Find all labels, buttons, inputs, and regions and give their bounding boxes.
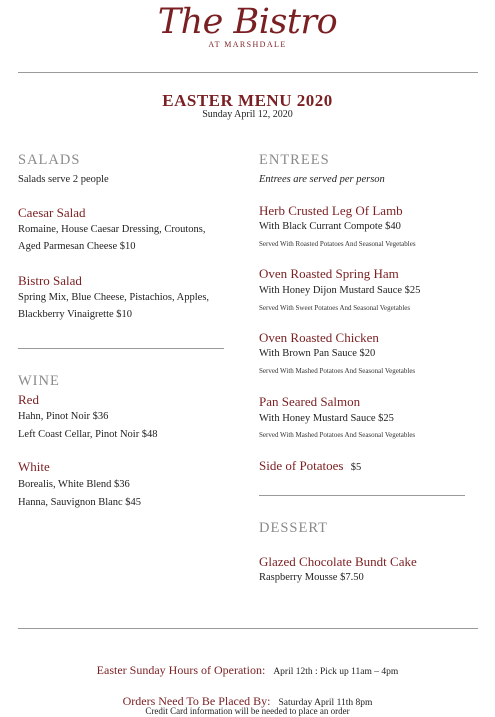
logo-title: The Bistro (157, 2, 338, 42)
entrees-note: Entrees are served per person (259, 174, 385, 185)
wine-line: Left Coast Cellar, Pinot Noir $48 (18, 429, 158, 440)
dessert-item-detail: Raspberry Mousse $7.50 (259, 572, 364, 583)
salad-item-line: Spring Mix, Blue Cheese, Pistachios, Apples, (18, 292, 210, 303)
bottom-divider (18, 628, 478, 629)
wine-group-title: White (18, 459, 50, 474)
entree-item-served: Served With Mashed Potatoes And Seasonal Vegetables (259, 431, 416, 439)
top-divider (18, 72, 478, 73)
entrees-heading: ENTREES (259, 152, 330, 168)
entree-item-detail: With Honey Mustard Sauce $25 (259, 413, 394, 424)
entree-item-title: Pan Seared Salmon (259, 394, 361, 409)
dessert-item-title: Glazed Chocolate Bundt Cake (259, 554, 417, 569)
wine-line: Hanna, Sauvignon Blanc $45 (18, 497, 142, 508)
entree-item-served: Served With Sweet Potatoes And Seasonal Vegetables (259, 304, 411, 312)
salad-item-line: Aged Parmesan Cheese $10 (18, 241, 136, 252)
orders-value: Saturday April 11th 8pm (278, 698, 373, 708)
entree-item-detail: With Brown Pan Sauce $20 (259, 348, 376, 359)
salads-heading: SALADS (18, 152, 81, 168)
logo-subtitle: AT MARSHDALE (208, 40, 287, 49)
salad-item-title: Caesar Salad (18, 205, 86, 220)
wine-heading: WINE (18, 373, 60, 389)
entree-item-title: Oven Roasted Spring Ham (259, 266, 399, 281)
entree-item-detail: With Black Currant Compote $40 (259, 221, 401, 232)
orders-label: Orders Need To Be Placed By: (122, 694, 271, 708)
wine-line: Borealis, White Blend $36 (18, 479, 130, 490)
menu-date: Sunday April 12, 2020 (202, 109, 293, 120)
credit-note: Credit Card information will be needed to place an order (145, 706, 350, 716)
entree-item-title: Oven Roasted Chicken (259, 330, 379, 345)
hours-value: April 12th : Pick up 11am – 4pm (273, 667, 399, 677)
dessert-heading: DESSERT (259, 520, 328, 536)
entree-item-served: Served With Mashed Potatoes And Seasonal Vegetables (259, 367, 416, 375)
salad-item-line: Blackberry Vinaigrette $10 (18, 309, 133, 320)
hours-label: Easter Sunday Hours of Operation: (96, 663, 266, 677)
side-title (259, 458, 361, 474)
entree-item-served: Served With Roasted Potatoes And Seasonal Vegetables (259, 240, 416, 248)
side-price: $5 (350, 462, 362, 473)
entree-item-title: Herb Crusted Leg Of Lamb (259, 203, 403, 218)
hours-line (0, 661, 495, 679)
salads-note: Salads serve 2 people (18, 174, 109, 185)
logo (0, 2, 495, 49)
right-divider (259, 495, 465, 496)
left-divider (18, 348, 224, 349)
side-name: Side of Potatoes (259, 458, 344, 473)
entree-item-detail: With Honey Dijon Mustard Sauce $25 (259, 285, 421, 296)
wine-group-title: Red (18, 392, 39, 407)
salad-item-title: Bistro Salad (18, 273, 82, 288)
menu-title: EASTER MENU 2020 (162, 91, 333, 110)
wine-line: Hahn, Pinot Noir $36 (18, 411, 109, 422)
salad-item-line: Romaine, House Caesar Dressing, Croutons, (18, 224, 206, 235)
